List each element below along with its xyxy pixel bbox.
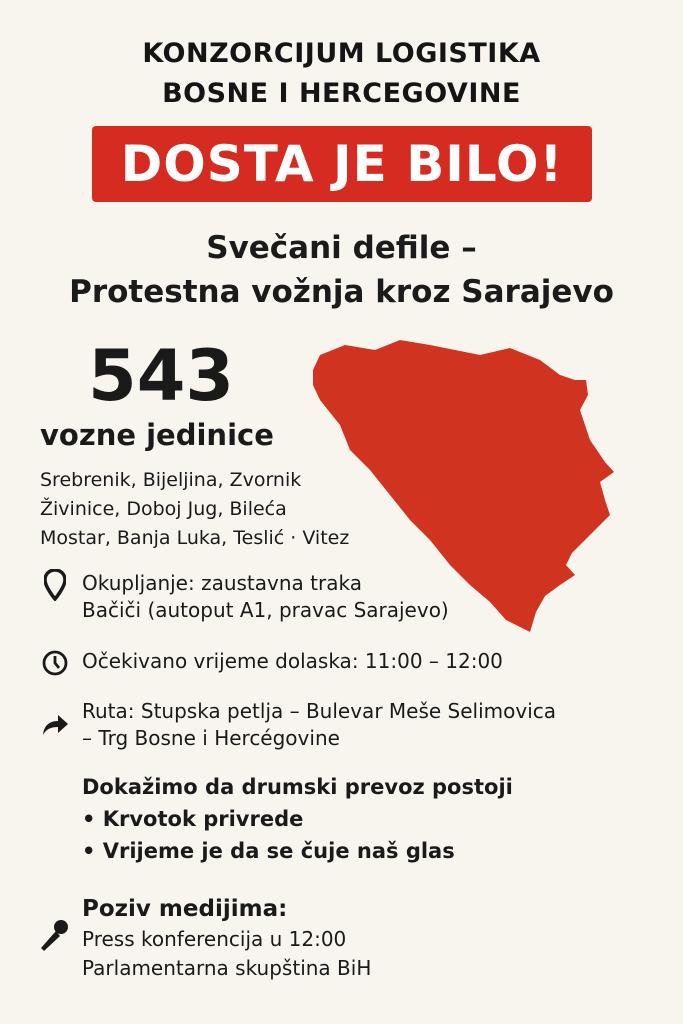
message-block <box>82 771 513 867</box>
route-line-1: Ruta: Stupska petlja – Bulevar Meše Selimovica <box>82 699 557 723</box>
arrival-time <box>40 648 503 678</box>
city-list <box>40 466 349 553</box>
media-line-1: Press konferencija u 12:00 <box>82 927 347 951</box>
message-heading: Dokažimo da drumski prevoz postoji <box>82 775 513 799</box>
gathering-info <box>40 570 449 624</box>
map-pin-icon <box>40 570 70 600</box>
city-line: Mostar, Banja Luka, Teslić · Vitez <box>40 527 350 549</box>
share-arrow-icon <box>40 710 70 740</box>
media-heading: Poziv medijima: <box>82 896 288 922</box>
arrival-time-text: Očekivano vrijeme dolaska: 11:00 – 12:00 <box>82 649 503 673</box>
microphone-icon <box>38 918 70 956</box>
message-bullet: • Krvotok privrede <box>82 807 304 831</box>
event-subtitle <box>0 226 683 314</box>
route-line-2: – Trg Bosne i Hercégovine <box>82 726 340 750</box>
gathering-line-1: Okupljanje: zaustavna traka <box>82 571 362 595</box>
organization-name <box>0 34 683 114</box>
city-line: Srebrenik, Bijeljina, Zvornik <box>40 469 302 491</box>
message-bullet: • Vrijeme je da se čuje naš glas <box>82 839 455 863</box>
subtitle-line-2: Protestna vožnja kroz Sarajevo <box>69 274 614 310</box>
vehicle-count: 543 <box>88 335 235 417</box>
route-info <box>40 698 556 752</box>
headline-banner: DOSTA JE BILO! <box>92 126 592 202</box>
org-line-2: BOSNE I HERCEGOVINE <box>162 78 521 109</box>
gathering-line-2: Bačiči (autoput A1, pravac Sarajevo) <box>82 598 449 622</box>
media-invite <box>82 893 371 983</box>
org-line-1: KONZORCIJUM LOGISTIKA <box>142 38 541 69</box>
clock-icon <box>40 648 70 678</box>
subtitle-line-1: Svečani defile – <box>206 230 477 266</box>
media-line-2: Parlamentarna skupština BiH <box>82 956 372 980</box>
city-line: Živinice, Doboj Jug, Bileća <box>40 498 287 520</box>
units-label: vozne jedinice <box>40 418 274 452</box>
